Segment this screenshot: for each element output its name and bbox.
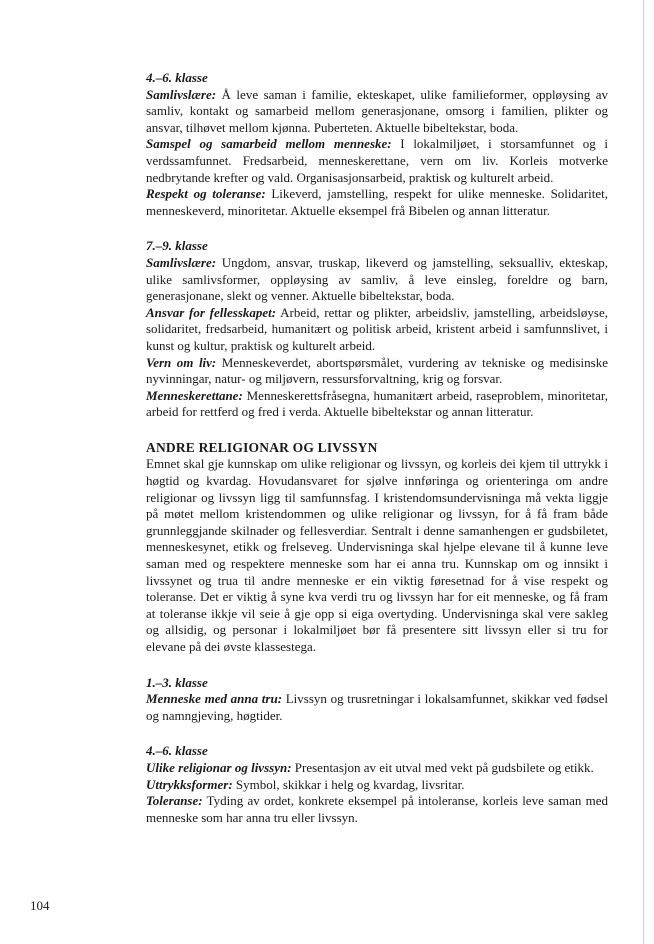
term-label: Menneske med anna tru:: [146, 691, 283, 707]
paragraph-vern-om-liv: [146, 355, 608, 388]
term-label: Vern om liv:: [146, 354, 217, 370]
paragraph-text: Ungdom, ansvar, truskap, likeverd og jamstelling, seksualliv, ekteskap, ulike samlivsformer, oppløysing av samliv, å leve einsleg, foreldre og barn, generasjonane, slekt og venner. Aktuelle bibeltekstar, boda.: [146, 254, 608, 304]
paragraph-text: Å leve saman i familie, ekteskapet, ulike familieformer, oppløysing av samliv, kontakt og samarbeid mellom generasjonane, omsorg i familien, plikter og ansvar, tilhøvet mellom kjønna. Puberteten. Aktuelle bibeltekstar, boda.: [146, 86, 608, 135]
term-label: Samlivslære:: [146, 86, 217, 102]
paragraph-text: Menneskeverdet, abortspørsmålet, vurdering av tekniske og medisinske nyvinningar, natur- og miljøvern, ressursforvaltning, krig og forsvar.: [146, 354, 608, 387]
term-label: Samlivslære:: [146, 254, 217, 270]
paragraph-text: Presentasjon av eit utval med vekt på gudsbilete og etikk.: [291, 759, 594, 775]
page-edge-line: [643, 0, 644, 944]
term-label: Menneskerettane:: [146, 387, 243, 403]
paragraph-toleranse: [146, 793, 608, 826]
grade-heading-7-9: 7.–9. klasse: [146, 238, 208, 254]
paragraph-anna-tru: [146, 691, 608, 724]
paragraph-samlivslaere: [146, 87, 608, 137]
paragraph-menneskerettane: [146, 388, 608, 421]
term-label: Ulike religionar og livssyn:: [146, 759, 292, 775]
page-content: [146, 70, 608, 826]
paragraph-text: I lokalmiljøet, i storsamfunnet og i verdssamfunnet. Fredsarbeid, menneskerettane, vern om liv. Korleis motverke nedbrytande krefter og vald. Organisasjonsarbeid, praktisk og kulturelt arbeid.: [146, 136, 608, 185]
paragraph-samlivslaere-7-9: [146, 255, 608, 305]
paragraph-text: Symbol, skikkar i helg og kvardag, livsritar.: [232, 776, 465, 792]
paragraph-respekt: [146, 186, 608, 219]
grade-heading-1-3: 1.–3. klasse: [146, 674, 208, 690]
section-intro: Emnet skal gje kunnskap om ulike religionar og livssyn, og korleis dei kjem til uttrykk i høgtid og kvardag. Hovudansvaret for sjølve innføringa og orienteringa om andre religionar og livssyn ligg til samfunnsfag. I kristendomsundervisninga må vekta liggje på møtet mellom kristendommen og ulike religionar og livssyn, for å få fram både grunnleggjande skilnader og fellesverdiar. Sentralt i denne samanhengen er gudsbiletet, menneskesynet, etikk og frelseveg. Undervisninga skal hjelpe elevane til å kunne leve saman med og respektere menneske som har ei anna tru. Kunnskap om og innsikt i livssynet og trua til andre menneske er ein viktig føresetnad for å vise respekt og toleranse. Det er viktig å syne kva verdi tru og livssyn har for eit menneske, og få fram at toleranse ikkje vil seie å gje opp si eiga overtyding. Undervisninga skal vere sakleg og allsidig, og personar i lokalmiljøet bør få presentere sitt livssyn eller si tru for elevane på dei øvste klassestega.: [146, 456, 608, 654]
grade-heading-4-6-b: 4.–6. klasse: [146, 743, 208, 759]
paragraph-ulike-religionar: [146, 760, 608, 777]
term-label: Toleranse:: [146, 793, 203, 809]
paragraph-text: Livssyn og trusretningar i lokalsamfunnet, skikkar ved fødsel og namngjeving, høgtider.: [146, 691, 608, 723]
grade-heading-4-6: 4.–6. klasse: [146, 70, 208, 85]
paragraph-text: Tyding av ordet, konkrete eksempel på intoleranse, korleis leve saman med menneske som har anna tru eller livssyn.: [146, 793, 608, 825]
term-label: Samspel og samarbeid mellom menneske:: [146, 136, 392, 152]
term-label: Respekt og toleranse:: [146, 186, 266, 202]
paragraph-uttrykksformer: [146, 777, 608, 794]
paragraph-text: Menneskerettsfråsegna, humanitært arbeid, raseproblem, minoritetar, arbeid for rettferd og fred i verda. Aktuelle bibeltekstar og annan litteratur.: [146, 387, 608, 420]
term-label: Ansvar for fellesskapet:: [146, 304, 277, 320]
paragraph-samspel: [146, 136, 608, 186]
paragraph-text: Likeverd, jamstelling, respekt for ulike menneske. Solidaritet, menneskeverd, minoritetar. Aktuelle eksempel frå Bibelen og annan litteratur.: [146, 186, 608, 218]
term-label: Uttrykksformer:: [146, 776, 233, 792]
paragraph-ansvar: [146, 305, 608, 355]
page-number: 104: [30, 898, 50, 913]
paragraph-text: Arbeid, rettar og plikter, arbeidsliv, jamstelling, arbeidsløyse, solidaritet, fredsarbeid, humanitært og politisk arbeid, kristent arbeid i samfunnslivet, i kunst og kultur, praktisk og kulturelt arbeid.: [146, 304, 608, 353]
section-heading: ANDRE RELIGIONAR OG LIVSSYN: [146, 439, 378, 455]
